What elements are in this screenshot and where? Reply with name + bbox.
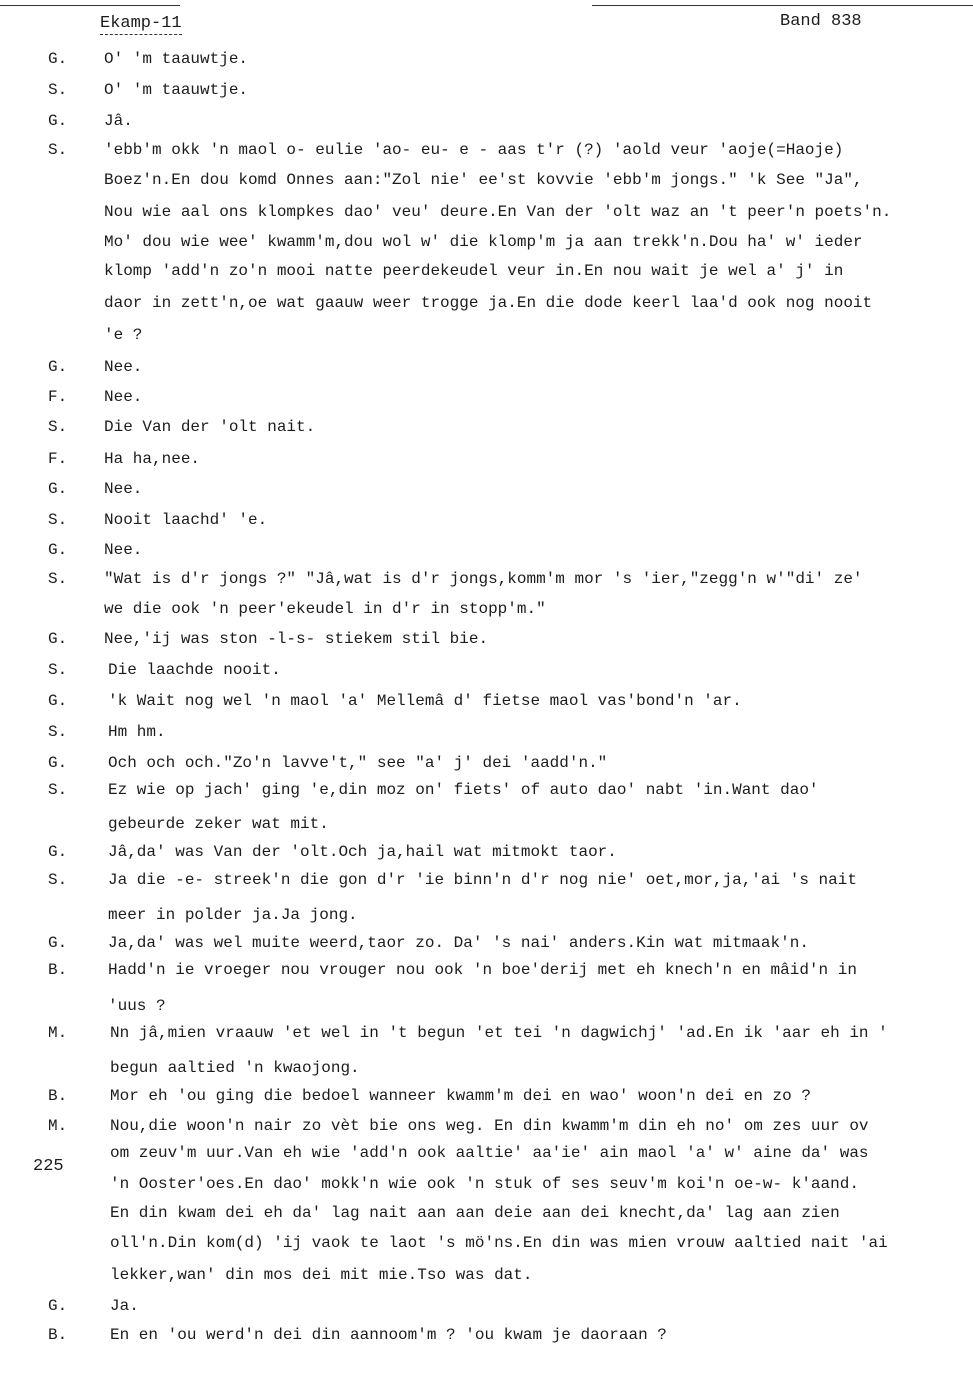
speaker-label: S.	[48, 781, 68, 799]
utterance-text: 'n Ooster'oes.En dao' mokk'n wie ook 'n stuk of ses seuv'm koi'n oe-w- k'aand.	[110, 1175, 859, 1193]
document-title: Ekamp-11	[100, 14, 182, 33]
speaker-label: B.	[48, 1087, 68, 1105]
utterance-text: begun aaltied 'n kwaojong.	[110, 1059, 360, 1077]
utterance-text: Nooit laachd' 'e.	[104, 511, 268, 529]
speaker-label: S.	[48, 81, 68, 99]
speaker-label: S.	[48, 511, 68, 529]
utterance-text: Nee.	[104, 480, 143, 498]
speaker-label: G.	[48, 1297, 68, 1315]
utterance-text: Die Van der 'olt nait.	[104, 418, 316, 436]
utterance-text: Ja die -e- streek'n die gon d'r 'ie binn'n d'r nog nie' oet,mor,ja,'ai 's nait	[108, 871, 857, 889]
utterance-text: Nee.	[104, 541, 143, 559]
utterance-text: Jâ.	[104, 112, 133, 130]
utterance-text: Och och och."Zo'n lavve't," see "a' j' dei 'aadd'n."	[108, 754, 608, 772]
top-rule-left	[0, 5, 180, 6]
speaker-label: S.	[48, 723, 68, 741]
speaker-label: G.	[48, 50, 68, 68]
utterance-text: Nee.	[104, 388, 143, 406]
utterance-text: Ha ha,nee.	[104, 450, 201, 468]
utterance-text: 'ebb'm okk 'n maol o- eulie 'ao- eu- e - aas t'r (?) 'aold veur 'aoje(=Haoje)	[104, 141, 844, 159]
utterance-text: En en 'ou werd'n dei din aannoom'm ? 'ou kwam je daoraan ?	[110, 1326, 667, 1344]
utterance-text: Nee.	[104, 358, 143, 376]
speaker-label: S.	[48, 871, 68, 889]
utterance-text: 'uus ?	[108, 997, 166, 1015]
utterance-text: Nee,'ij was ston -l-s- stiekem stil bie.	[104, 630, 489, 648]
utterance-text: 'k Wait nog wel 'n maol 'a' Mellemâ d' fietse maol vas'bond'n 'ar.	[108, 692, 742, 710]
utterance-text: Hm hm.	[108, 723, 166, 741]
utterance-text: Boez'n.En dou komd Onnes aan:"Zol nie' ee'st kovvie 'ebb'm jongs." 'k See "Ja",	[104, 171, 863, 189]
utterance-text: Hadd'n ie vroeger nou vrouger nou ook 'n boe'derij met eh knech'n en mâid'n in	[108, 961, 857, 979]
utterance-text: Ez wie op jach' ging 'e,din moz on' fiets' of auto dao' nabt 'in.Want dao'	[108, 781, 819, 799]
utterance-text: Jâ,da' was Van der 'olt.Och ja,hail wat mitmokt taor.	[108, 843, 617, 861]
speaker-label: G.	[48, 754, 68, 772]
utterance-text: O' 'm taauwtje.	[104, 50, 249, 68]
speaker-label: S.	[48, 570, 68, 588]
utterance-text: O' 'm taauwtje.	[104, 81, 249, 99]
utterance-text: Die laachde nooit.	[108, 661, 281, 679]
speaker-label: G.	[48, 692, 68, 710]
speaker-label: G.	[48, 358, 68, 376]
speaker-label: M.	[48, 1117, 68, 1135]
tape-number: Band 838	[780, 12, 862, 31]
speaker-label: G.	[48, 541, 68, 559]
utterance-text: Ja,da' was wel muite weerd,taor zo. Da' 's nai' anders.Kin wat mitmaak'n.	[108, 934, 809, 952]
utterance-text: klomp 'add'n zo'n mooi natte peerdekeudel veur in.En nou wait je wel a' j' in	[104, 262, 844, 280]
speaker-label: S.	[48, 661, 68, 679]
speaker-label: G.	[48, 843, 68, 861]
margin-number: 225	[33, 1157, 64, 1176]
speaker-label: S.	[48, 418, 68, 436]
utterance-text: En din kwam dei eh da' lag nait aan aan deie aan dei knecht,da' lag aan zien	[110, 1204, 840, 1222]
top-rule-right	[592, 5, 973, 6]
speaker-label: G.	[48, 480, 68, 498]
speaker-label: M.	[48, 1024, 68, 1042]
utterance-text: Nn jâ,mien vraauw 'et wel in 't begun 'et tei 'n dagwichj' 'ad.En ik 'aar eh in '	[110, 1024, 888, 1042]
speaker-label: F.	[48, 450, 68, 468]
utterance-text: daor in zett'n,oe wat gaauw weer trogge ja.En die dode keerl laa'd ook nog nooit	[104, 294, 873, 312]
speaker-label: G.	[48, 630, 68, 648]
utterance-text: om zeuv'm uur.Van eh wie 'add'n ook aaltie' aa'ie' ain maol 'a' w' aine da' was	[110, 1144, 869, 1162]
utterance-text: Nou wie aal ons klompkes dao' veu' deure.En Van der 'olt waz an 't peer'n poets'n.	[104, 203, 892, 221]
utterance-text: gebeurde zeker wat mit.	[108, 815, 329, 833]
speaker-label: F.	[48, 388, 68, 406]
speaker-label: B.	[48, 961, 68, 979]
utterance-text: oll'n.Din kom(d) 'ij vaok te laot 's mö'ns.En din was mien vrouw aaltied nait 'ai	[110, 1234, 888, 1252]
speaker-label: G.	[48, 934, 68, 952]
speaker-label: G.	[48, 112, 68, 130]
utterance-text: Mo' dou wie wee' kwamm'm,dou wol w' die klomp'm ja aan trekk'n.Dou ha' w' ieder	[104, 233, 863, 251]
utterance-text: 'e ?	[104, 326, 143, 344]
utterance-text: Ja.	[110, 1297, 139, 1315]
speaker-label: S.	[48, 141, 68, 159]
utterance-text: we die ook 'n peer'ekeudel in d'r in stopp'm."	[104, 600, 546, 618]
utterance-text: "Wat is d'r jongs ?" "Jâ,wat is d'r jongs,komm'm mor 's 'ier,"zegg'n w'"di' ze'	[104, 570, 863, 588]
utterance-text: Nou,die woon'n nair zo vèt bie ons weg. En din kwamm'm din eh no' om zes uur ov	[110, 1117, 869, 1135]
utterance-text: lekker,wan' din mos dei mit mie.Tso was dat.	[110, 1266, 533, 1284]
utterance-text: Mor eh 'ou ging die bedoel wanneer kwamm'm dei en wao' woon'n dei en zo ?	[110, 1087, 811, 1105]
utterance-text: meer in polder ja.Ja jong.	[108, 906, 358, 924]
speaker-label: B.	[48, 1326, 68, 1344]
